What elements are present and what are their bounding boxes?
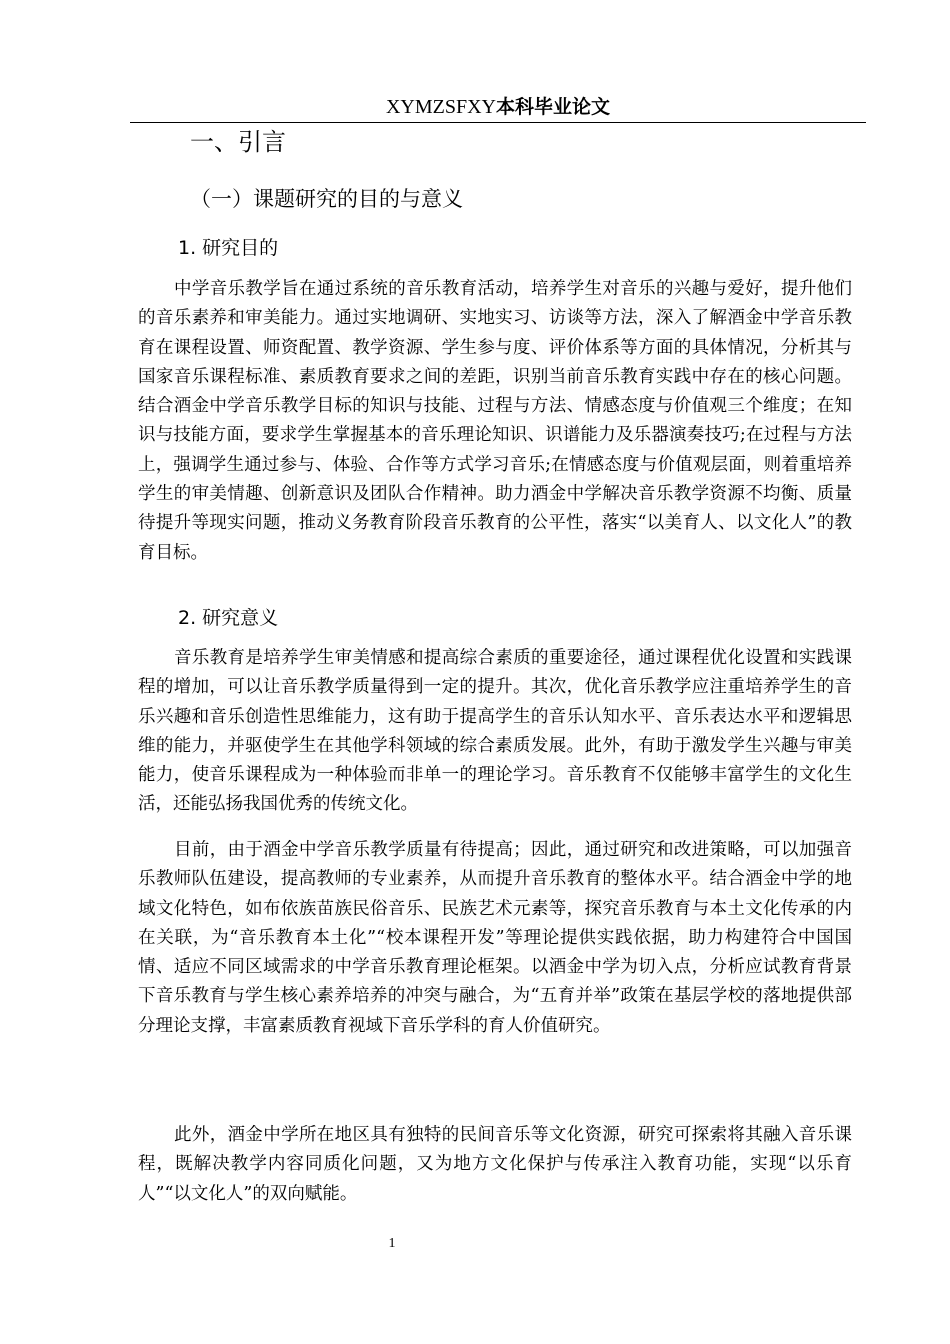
paragraph-significance-2: 目前，由于酒金中学音乐教学质量有待提高；因此，通过研究和改进策略，可以加强音乐教师队伍建设，提高教师的专业素养，从而提升音乐教育的整体水平。结合酒金中学的地域文化特色，如布依族苗族民俗音乐、民族艺术元素等，探究音乐教育与本土文化传承的内在关联，为“音乐教育本土化”“校本课程开发”等理论提供实践依据，助力构建符合中国国情、适应不同区域需求的中学音乐教育理论框架。以酒金中学为切入点，分析应试教育背景下音乐教育与学生核心素养培养的冲突与融合，为“五育并举”政策在基层学校的落地提供部分理论支撑，丰富素质教育视域下音乐学科的育人价值研究。 (138, 840, 852, 1036)
running-header (130, 94, 866, 120)
header-school-code: XYMZSFXY (385, 96, 496, 118)
paragraph-significance-3: 此外，酒金中学所在地区具有独特的民间音乐等文化资源，研究可探索将其融入音乐课程，既解决教学内容同质化问题，又为地方文化保护与传承注入教育功能，实现“以乐育人”“以文化人”的双向赋能。 (138, 1125, 852, 1204)
header-doc-type: 本科毕业论文 (496, 96, 611, 118)
part-heading-significance: 2. 研究意义 (178, 607, 279, 629)
paragraph-purpose: 中学音乐教学旨在通过系统的音乐教育活动，培养学生对音乐的兴趣与爱好，提升他们的音乐素养和审美能力。通过实地调研、实地实习、访谈等方法，深入了解酒金中学音乐教育在课程设置、师资配置、教学资源、学生参与度、评价体系等方面的具体情况，分析其与国家音乐课程标准、素质教育要求之间的差距，识别当前音乐教育实践中存在的核心问题。结合酒金中学音乐教学目标的知识与技能、过程与方法、情感态度与价值观三个维度；在知识与技能方面，要求学生掌握基本的音乐理论知识、识谱能力及乐器演奏技巧;在过程与方法上，强调学生通过参与、体验、合作等方式学习音乐;在情感态度与价值观层面，则着重培养学生的审美情趣、创新意识及团队合作精神。助力酒金中学解决音乐教学资源不均衡、质量待提升等现实问题，推动义务教育阶段音乐教育的公平性，落实“以美育人、以文化人”的教育目标。 (138, 279, 852, 563)
part-heading-purpose: 1. 研究目的 (178, 237, 279, 259)
page-number: 1 (388, 1236, 396, 1251)
paragraph-significance-1: 音乐教育是培养学生审美情感和提高综合素质的重要途径，通过课程优化设置和实践课程的增加，可以让音乐教学质量得到一定的提升。其次，优化音乐教学应注重培养学生的音乐兴趣和音乐创造性思维能力，这有助于提高学生的音乐认知水平、音乐表达水平和逻辑思维的能力，并驱使学生在其他学科领域的综合素质发展。此外，有助于激发学生兴趣与审美能力，使音乐课程成为一种体验而非单一的理论学习。音乐教育不仅能够丰富学生的文化生活，还能弘扬我国优秀的传统文化。 (138, 648, 852, 815)
subsection-title: （一）课题研究的目的与意义 (190, 187, 463, 211)
header-divider (130, 122, 866, 123)
section-title: 一、引言 (190, 128, 286, 156)
